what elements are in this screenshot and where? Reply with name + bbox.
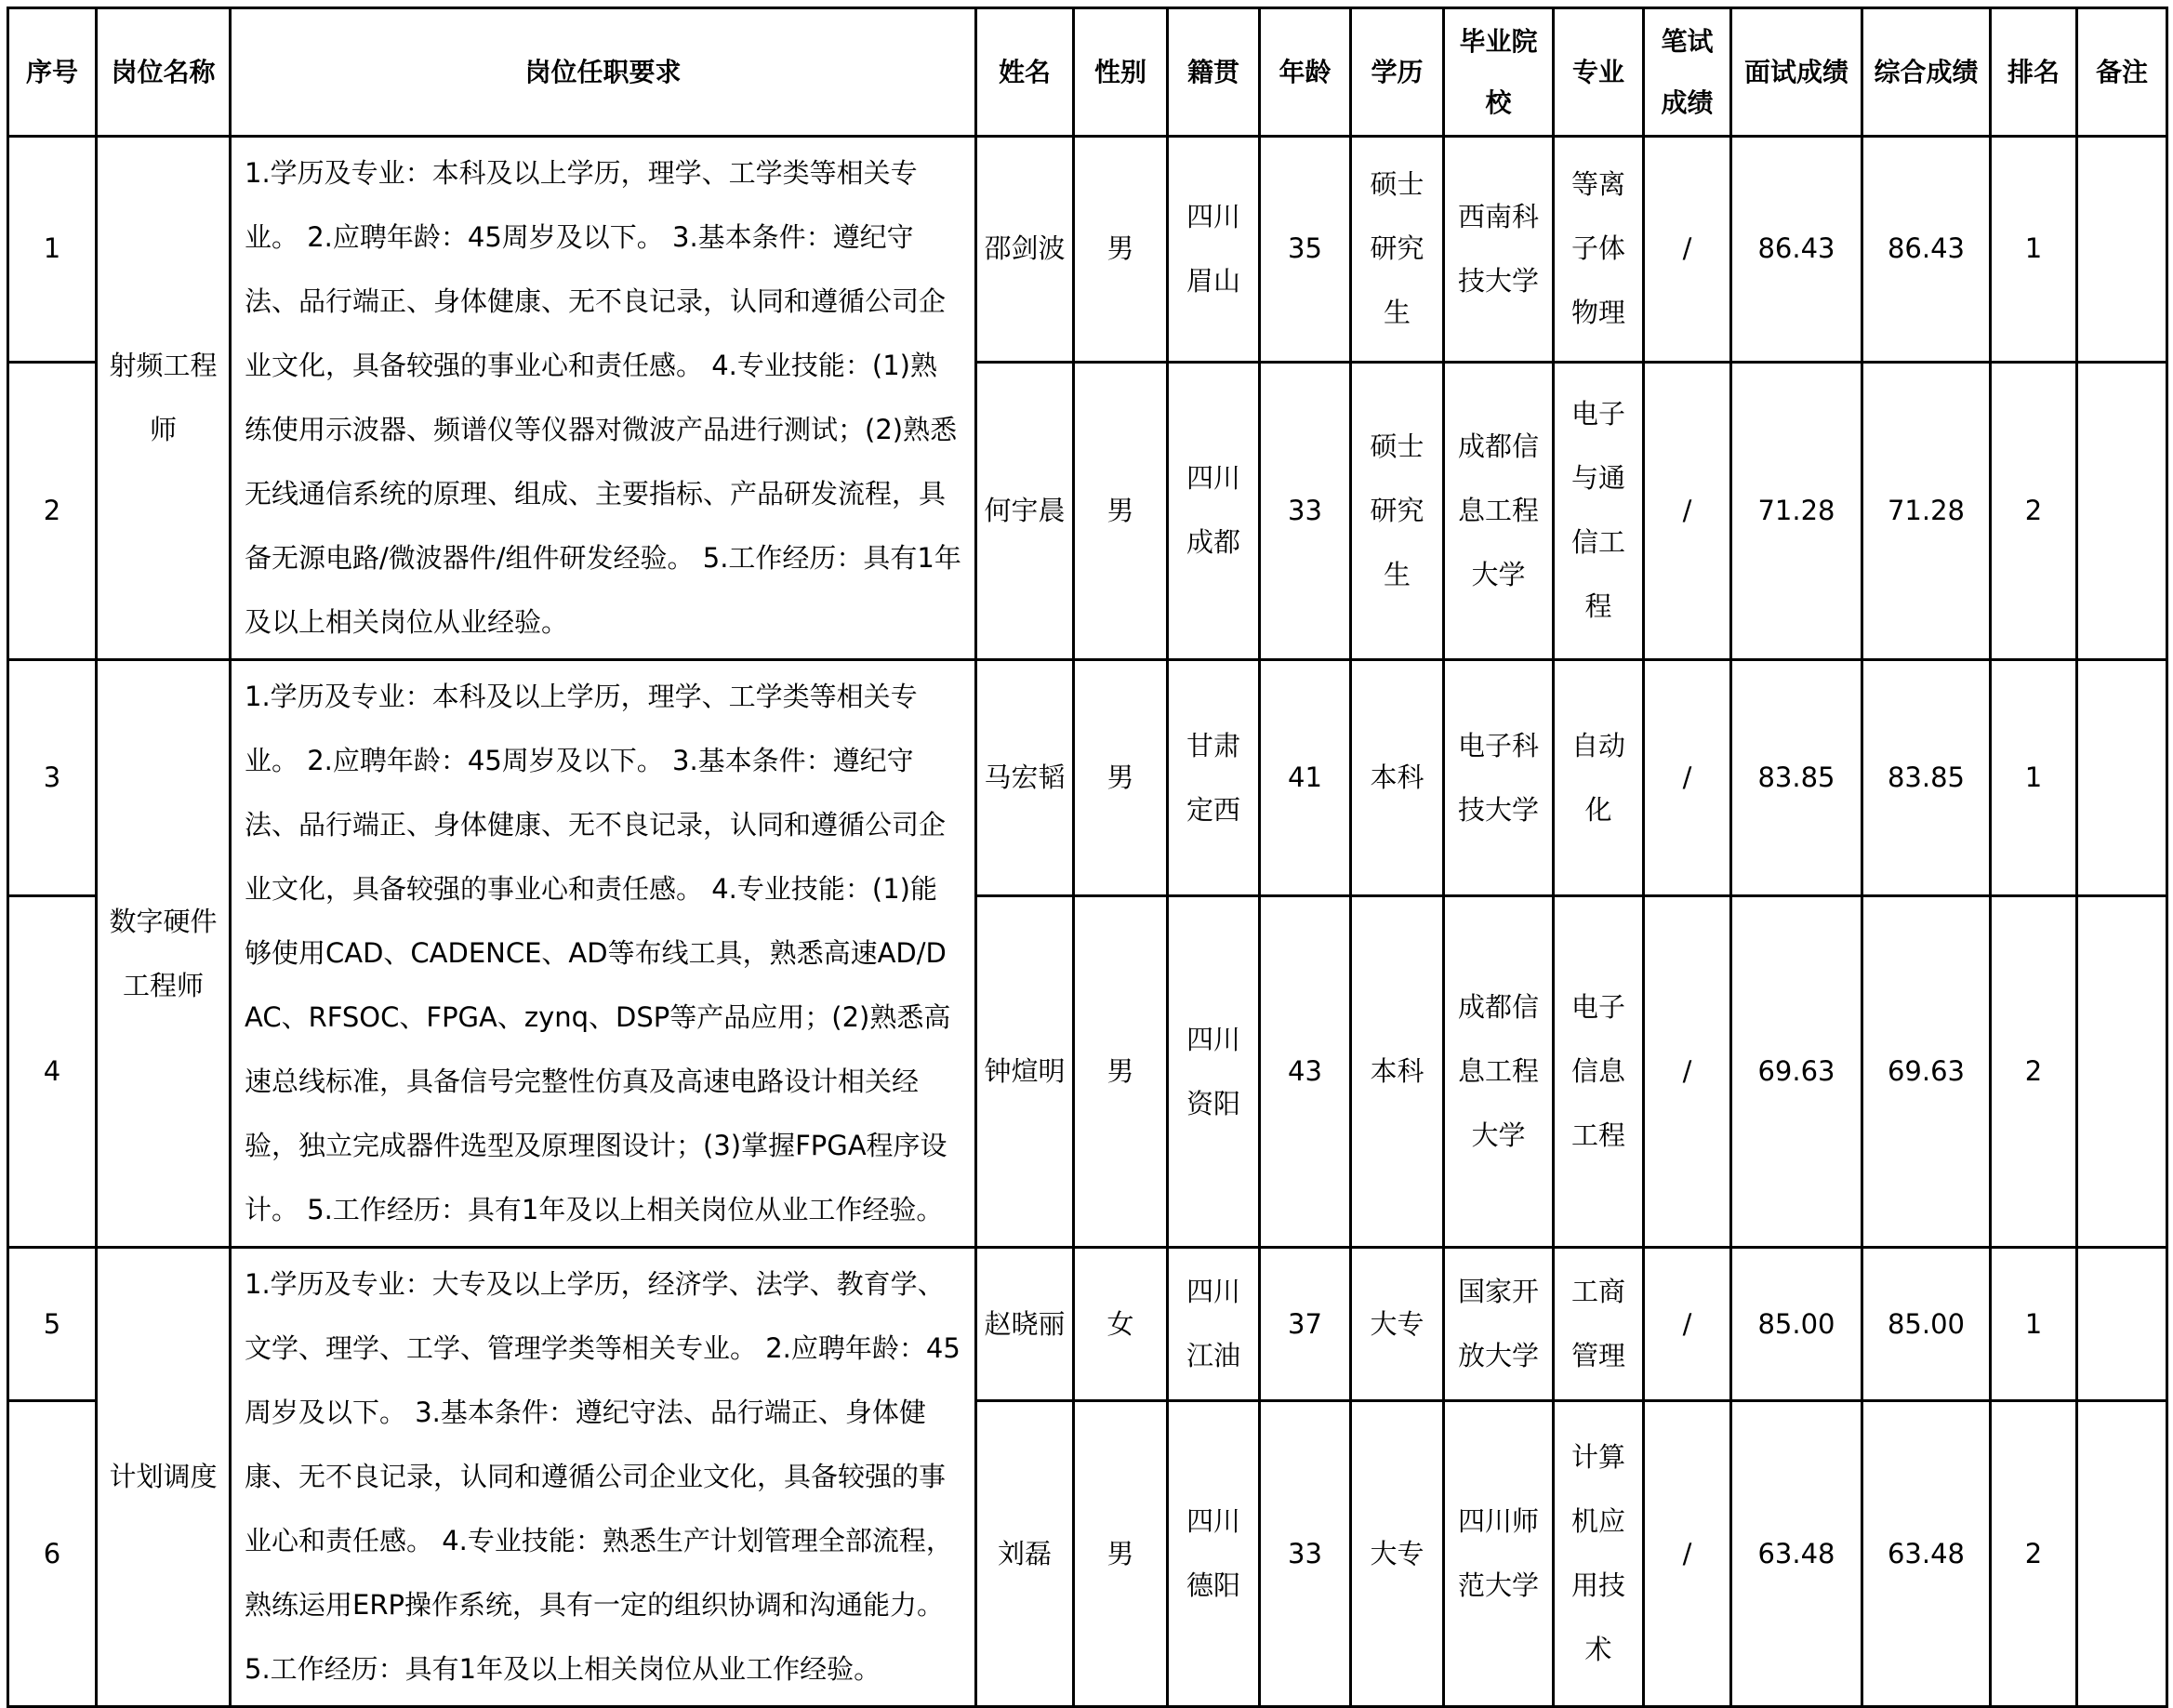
table-row — [8, 137, 2167, 363]
header-seq: 序号 — [8, 8, 97, 137]
cell-gender: 男 — [1074, 1401, 1168, 1707]
header-total-score: 综合成绩 — [1862, 8, 1991, 137]
cell-name: 马宏韬 — [976, 660, 1074, 896]
cell-education: 大专 — [1351, 1248, 1444, 1401]
header-remark: 备注 — [2077, 8, 2167, 137]
cell-age: 33 — [1260, 362, 1351, 659]
cell-requirements: 1.学历及专业：本科及以上学历，理学、工学类等相关专业。 2.应聘年龄：45周岁及以下。 3.基本条件：遵纪守法、品行端正、身体健康、无不良记录，认同和遵循公司企业文化，具备较强的事业心和责任感。 4.专业技能：(1)熟练使用示波器、频谱仪等仪器对微波产品进行测试；(2)熟悉无线通信系统的原理、组成、主要指标、产品研发流程，具备无源电路/微波器件/组件研发经验。 5.工作经历：具有1年及以上相关岗位从业经验。 — [231, 137, 976, 660]
cell-major: 工商管理 — [1554, 1248, 1644, 1401]
cell-position: 射频工程师 — [97, 137, 231, 660]
cell-age: 33 — [1260, 1401, 1351, 1707]
cell-education: 大专 — [1351, 1401, 1444, 1707]
cell-rank: 1 — [1991, 660, 2077, 896]
cell-major: 电子信息工程 — [1554, 896, 1644, 1248]
cell-age: 43 — [1260, 896, 1351, 1248]
cell-requirements: 1.学历及专业：本科及以上学历，理学、工学类等相关专业。 2.应聘年龄：45周岁及以下。 3.基本条件：遵纪守法、品行端正、身体健康、无不良记录，认同和遵循公司企业文化，具备较强的事业心和责任感。 4.专业技能：(1)能够使用CAD、CADENCE、AD等布线工具，熟悉高速AD/DAC、RFSOC、FPGA、zynq、DSP等产品应用；(2)熟悉高速总线标准，具备信号完整性仿真及高速电路设计相关经验，独立完成器件选型及原理图设计；(3)掌握FPGA程序设计。 5.工作经历：具有1年及以上相关岗位从业工作经验。 — [231, 660, 976, 1248]
header-interview-score: 面试成绩 — [1731, 8, 1862, 137]
cell-education: 硕士研究生 — [1351, 362, 1444, 659]
header-position: 岗位名称 — [97, 8, 231, 137]
cell-written-score: / — [1644, 896, 1731, 1248]
table-row — [8, 1248, 2167, 1401]
cell-origin: 四川成都 — [1168, 362, 1260, 659]
cell-school: 国家开放大学 — [1444, 1248, 1554, 1401]
cell-remark — [2077, 1401, 2167, 1707]
cell-seq: 3 — [8, 660, 97, 896]
cell-major: 电子与通信工程 — [1554, 362, 1644, 659]
cell-origin: 四川德阳 — [1168, 1401, 1260, 1707]
cell-seq: 2 — [8, 362, 97, 659]
cell-rank: 2 — [1991, 362, 2077, 659]
cell-total-score: 71.28 — [1862, 362, 1991, 659]
header-rank: 排名 — [1991, 8, 2077, 137]
cell-rank: 1 — [1991, 137, 2077, 363]
cell-interview-score: 83.85 — [1731, 660, 1862, 896]
cell-origin: 甘肃定西 — [1168, 660, 1260, 896]
header-major: 专业 — [1554, 8, 1644, 137]
header-name: 姓名 — [976, 8, 1074, 137]
cell-total-score: 69.63 — [1862, 896, 1991, 1248]
cell-position: 计划调度 — [97, 1248, 231, 1707]
cell-remark — [2077, 1248, 2167, 1401]
cell-interview-score: 71.28 — [1731, 362, 1862, 659]
cell-interview-score: 69.63 — [1731, 896, 1862, 1248]
header-school: 毕业院校 — [1444, 8, 1554, 137]
header-requirements: 岗位任职要求 — [231, 8, 976, 137]
cell-remark — [2077, 362, 2167, 659]
cell-name: 钟煊明 — [976, 896, 1074, 1248]
cell-interview-score: 63.48 — [1731, 1401, 1862, 1707]
cell-rank: 2 — [1991, 1401, 2077, 1707]
cell-remark — [2077, 896, 2167, 1248]
cell-written-score: / — [1644, 1248, 1731, 1401]
cell-major: 计算机应用技术 — [1554, 1401, 1644, 1707]
cell-seq: 5 — [8, 1248, 97, 1401]
cell-education: 本科 — [1351, 896, 1444, 1248]
header-age: 年龄 — [1260, 8, 1351, 137]
cell-rank: 1 — [1991, 1248, 2077, 1401]
cell-written-score: / — [1644, 137, 1731, 363]
cell-total-score: 85.00 — [1862, 1248, 1991, 1401]
cell-major: 自动化 — [1554, 660, 1644, 896]
cell-gender: 女 — [1074, 1248, 1168, 1401]
cell-gender: 男 — [1074, 362, 1168, 659]
cell-seq: 6 — [8, 1401, 97, 1707]
header-written-score: 笔试成绩 — [1644, 8, 1731, 137]
cell-rank: 2 — [1991, 896, 2077, 1248]
cell-written-score: / — [1644, 362, 1731, 659]
header-row — [8, 8, 2167, 137]
cell-school: 电子科技大学 — [1444, 660, 1554, 896]
candidate-results-table — [7, 7, 2168, 1708]
cell-written-score: / — [1644, 660, 1731, 896]
cell-gender: 男 — [1074, 896, 1168, 1248]
cell-position: 数字硬件工程师 — [97, 660, 231, 1248]
cell-age: 35 — [1260, 137, 1351, 363]
cell-name: 刘磊 — [976, 1401, 1074, 1707]
cell-written-score: / — [1644, 1401, 1731, 1707]
cell-school: 四川师范大学 — [1444, 1401, 1554, 1707]
table-row — [8, 660, 2167, 896]
cell-origin: 四川眉山 — [1168, 137, 1260, 363]
cell-interview-score: 85.00 — [1731, 1248, 1862, 1401]
cell-origin: 四川资阳 — [1168, 896, 1260, 1248]
cell-total-score: 86.43 — [1862, 137, 1991, 363]
cell-seq: 1 — [8, 137, 97, 363]
cell-gender: 男 — [1074, 660, 1168, 896]
cell-origin: 四川江油 — [1168, 1248, 1260, 1401]
cell-requirements: 1.学历及专业：大专及以上学历，经济学、法学、教育学、文学、理学、工学、管理学类等相关专业。 2.应聘年龄：45周岁及以下。 3.基本条件：遵纪守法、品行端正、身体健康、无不良记录，认同和遵循公司企业文化，具备较强的事业心和责任感。 4.专业技能：熟悉生产计划管理全部流程，熟练运用ERP操作系统，具有一定的组织协调和沟通能力。 5.工作经历：具有1年及以上相关岗位从业工作经验。 — [231, 1248, 976, 1707]
cell-seq: 4 — [8, 896, 97, 1248]
cell-remark — [2077, 137, 2167, 363]
header-origin: 籍贯 — [1168, 8, 1260, 137]
cell-school: 成都信息工程大学 — [1444, 362, 1554, 659]
cell-school: 成都信息工程大学 — [1444, 896, 1554, 1248]
cell-name: 赵晓丽 — [976, 1248, 1074, 1401]
cell-total-score: 83.85 — [1862, 660, 1991, 896]
cell-school: 西南科技大学 — [1444, 137, 1554, 363]
cell-gender: 男 — [1074, 137, 1168, 363]
cell-interview-score: 86.43 — [1731, 137, 1862, 363]
cell-education: 硕士研究生 — [1351, 137, 1444, 363]
cell-education: 本科 — [1351, 660, 1444, 896]
cell-name: 何宇晨 — [976, 362, 1074, 659]
cell-total-score: 63.48 — [1862, 1401, 1991, 1707]
cell-major: 等离子体物理 — [1554, 137, 1644, 363]
header-education: 学历 — [1351, 8, 1444, 137]
cell-age: 41 — [1260, 660, 1351, 896]
cell-age: 37 — [1260, 1248, 1351, 1401]
cell-remark — [2077, 660, 2167, 896]
cell-name: 邵剑波 — [976, 137, 1074, 363]
header-gender: 性别 — [1074, 8, 1168, 137]
